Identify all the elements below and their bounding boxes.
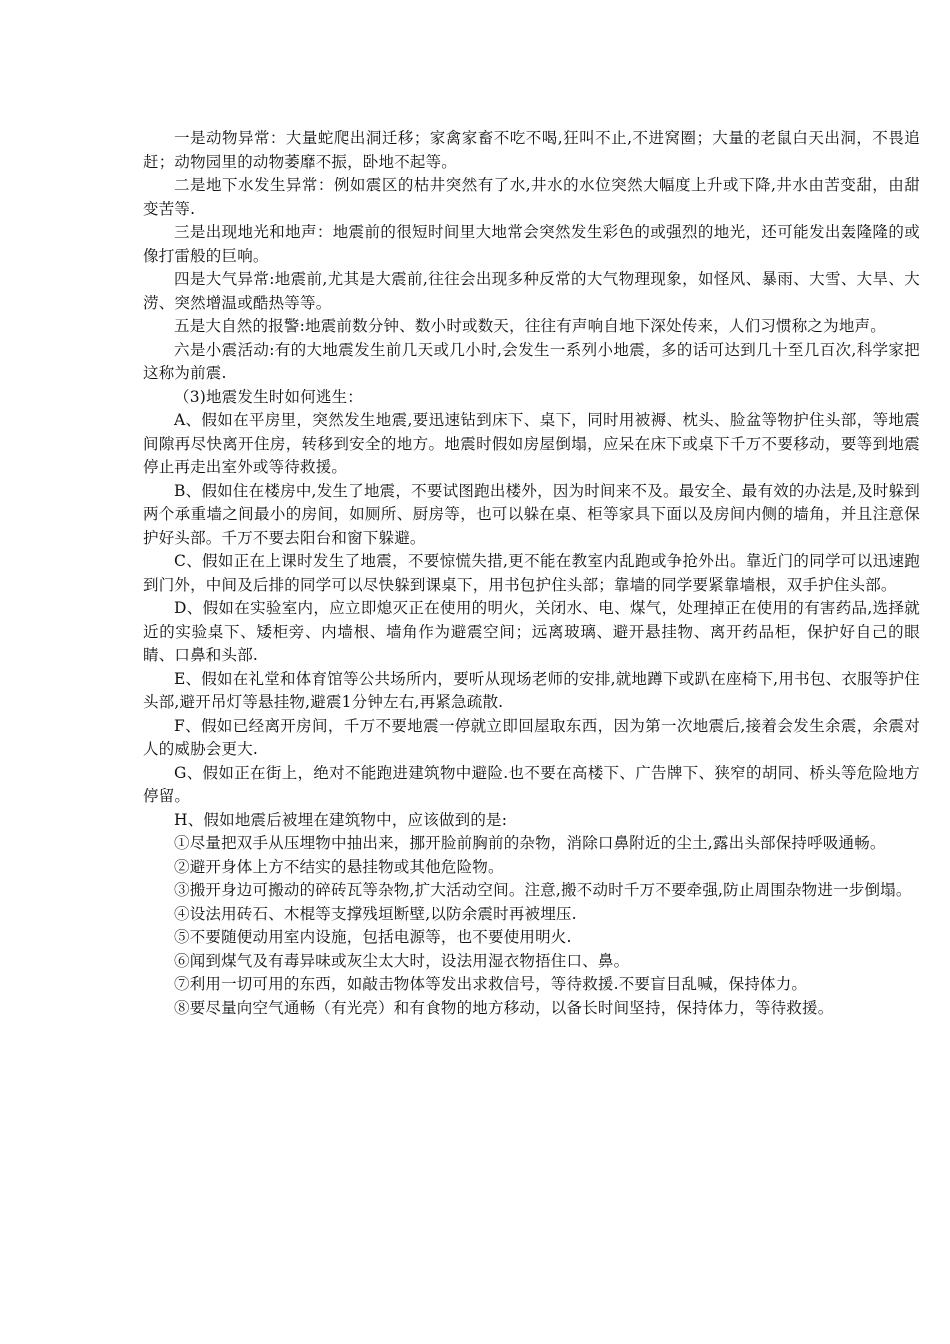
paragraph-item-a: A、假如在平房里，突然发生地震,要迅速钻到床下、桌下，同时用被褥、枕头、脸盆等物护住头部，等地震间隙再尽快离开住房，转移到安全的地方。地震时假如房屋倒塌，应呆在床下或桌下千万不要移动，要等到地震停止再走出室外或等待救援。 xyxy=(143,411,920,476)
document-body xyxy=(143,127,920,1020)
paragraph-groundwater-anomaly: 二是地下水发生异常：例如震区的枯井突然有了水,井水的水位突然大幅度上升或下降,井水由苦变甜，由甜变苦等. xyxy=(143,176,920,218)
paragraph-nature-alarm: 五是大自然的报警:地震前数分钟、数小时或数天，往往有声响自地下深处传来，人们习惯称之为地声。 xyxy=(174,317,886,335)
list-item-8: ⑧要尽量向空气通畅（有光亮）和有食物的地方移动，以备长时间坚持，保持体力，等待救援。 xyxy=(174,998,834,1017)
list-item-1: ①尽量把双手从压埋物中抽出来，挪开脸前胸前的杂物，消除口鼻附近的尘土,露出头部保持呼吸通畅。 xyxy=(174,834,886,852)
list-item-6: ⑥闻到煤气及有毒异味或灰尘太大时，设法用湿衣物捂住口、鼻。 xyxy=(174,951,630,970)
list-item-3: ③搬开身边可搬动的碎砖瓦等杂物,扩大活动空间。注意,搬不动时千万不要牵强,防止周围杂物进一步倒塌。 xyxy=(174,881,912,899)
paragraph-item-b: B、假如住在楼房中,发生了地震，不要试图跑出楼外，因为时间来不及。最安全、最有效的办法是,及时躲到两个承重墙之间最小的房间，如厕所、厨房等，也可以躲在桌、柜等家具下面以及房间内侧的墙角，并且注意保护好头部。千万不要去阳台和窗下躲避。 xyxy=(143,481,920,547)
list-item-4: ④设法用砖石、木棍等支撑残垣断壁,以防余震时再被埋压. xyxy=(174,904,577,923)
paragraph-item-g: G、假如正在街上，绝对不能跑进建筑物中避险.也不要在高楼下、广告牌下、狭窄的胡同、桥头等危险地方停留。 xyxy=(143,763,920,805)
paragraph-item-d: D、假如在实验室内，应立即熄灭正在使用的明火，关闭水、电、煤气，处理掉正在使用的有害药品,选择就近的实验桌下、矮柜旁、内墙根、墙角作为避震空间；远离玻璃、避开悬挂物、离开药品柜，保护好自己的眼睛、口鼻和头部. xyxy=(143,599,920,664)
paragraph-earthquake-light-sound: 三是出现地光和地声：地震前的很短时间里大地常会突然发生彩色的或强烈的地光，还可能发出轰隆隆的或像打雷般的巨响。 xyxy=(143,223,920,265)
list-item-5: ⑤不要随便动用室内设施，包括电源等，也不要使用明火. xyxy=(174,928,572,946)
paragraph-item-f: F、假如已经离开房间，千万不要地震一停就立即回屋取东西，因为第一次地震后,接着会发生余震，余震对人的威胁会更大. xyxy=(143,716,920,758)
list-item-2: ②避开身体上方不结实的悬挂物或其他危险物。 xyxy=(174,857,504,876)
section-heading-escape: （3)地震发生时如何逃生： xyxy=(174,387,364,406)
list-item-7: ⑦利用一切可用的东西，如敲击物体等发出求救信号，等待救援.不要盲目乱喊，保持体力。 xyxy=(174,975,808,993)
paragraph-item-h: H、假如地震后被埋在建筑物中，应该做到的是: xyxy=(174,810,508,829)
paragraph-atmosphere-anomaly: 四是大气异常:地震前,尤其是大震前,往往会出现多种反常的大气物理现象，如怪风、暴雨、大雪、大旱、大涝、突然增温或酷热等等。 xyxy=(143,270,920,312)
paragraph-item-e: E、假如在礼堂和体育馆等公共场所内，要听从现场老师的安排,就地蹲下或趴在座椅下,用书包、衣服等护住头部,避开吊灯等悬挂物,避震1分钟左右,再紧急疏散. xyxy=(143,669,920,711)
paragraph-item-c: C、假如正在上课时发生了地震，不要惊慌失措,更不能在教室内乱跑或争抢外出。靠近门的同学可以迅速跑到门外，中间及后排的同学可以尽快躲到课桌下，用书包护住头部；靠墙的同学要紧靠墙根，双手护住头部。 xyxy=(143,552,920,594)
paragraph-animal-anomaly: 一是动物异常：大量蛇爬出洞迁移；家禽家畜不吃不喝,狂叫不止,不进窝圈；大量的老鼠白天出洞，不畏追赶；动物园里的动物萎靡不振，卧地不起等。 xyxy=(143,129,920,171)
paragraph-foreshock: 六是小震活动:有的大地震发生前几天或几小时,会发生一系列小地震，多的话可达到几十至几百次,科学家把这称为前震. xyxy=(143,340,920,382)
